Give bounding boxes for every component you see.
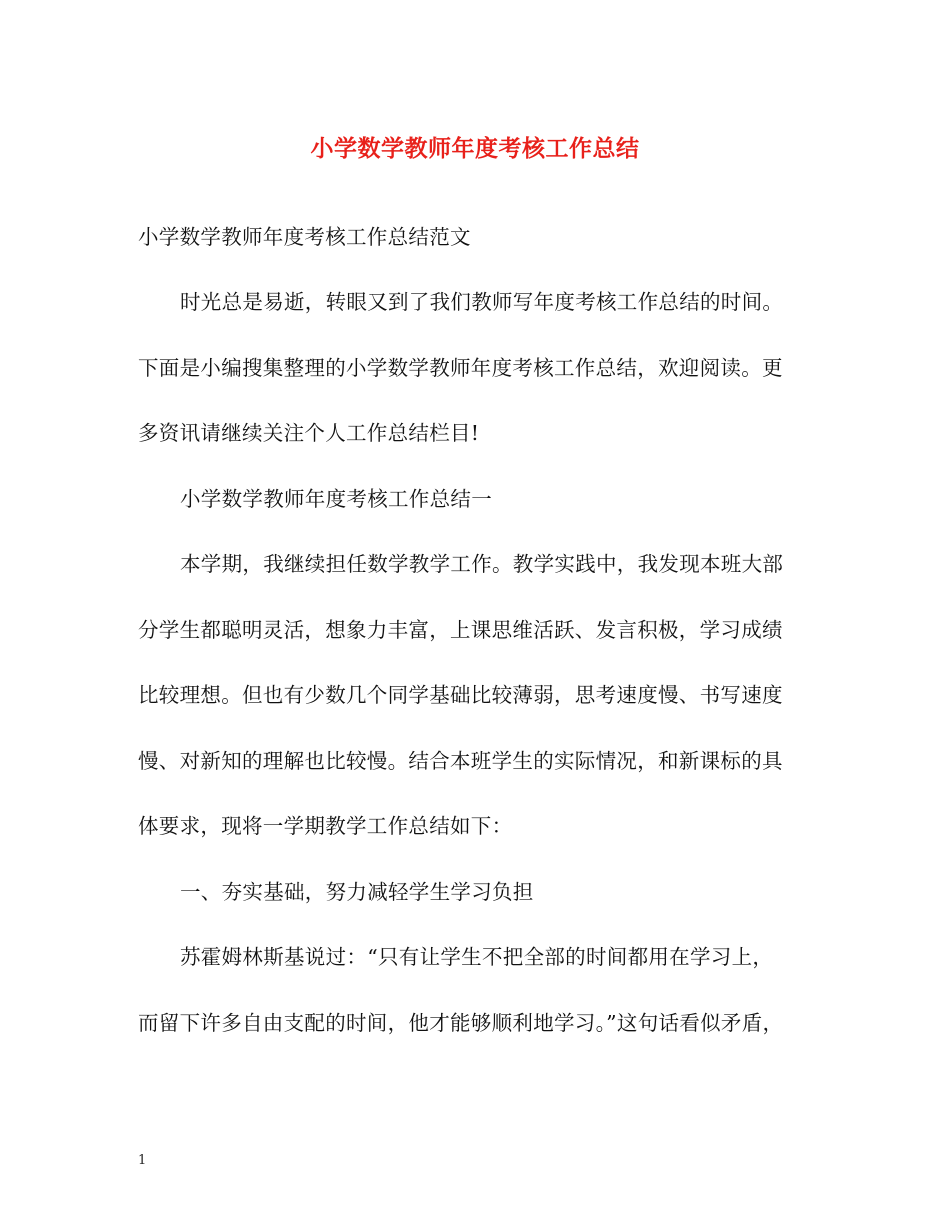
- paragraph-line: 多资讯请继续关注个人工作总结栏目!: [138, 421, 480, 445]
- paragraph-line: 苏霍姆林斯基说过：“只有让学生不把全部的时间都用在学习上，: [180, 945, 774, 969]
- section-heading-line: 一、夯实基础，努力减轻学生学习负担: [180, 880, 534, 904]
- section-heading-line: 小学数学教师年度考核工作总结一: [180, 487, 492, 511]
- paragraph-line: 分学生都聪明灵活，想象力丰富，上课思维活跃、发言积极，学习成绩: [138, 618, 783, 642]
- subtitle-line: 小学数学教师年度考核工作总结范文: [138, 225, 471, 249]
- paragraph-line: 本学期，我继续担任数学教学工作。教学实践中，我发现本班大部: [180, 552, 784, 576]
- paragraph-line: 比较理想。但也有少数几个同学基础比较薄弱，思考速度慢、书写速度: [138, 683, 783, 707]
- paragraph-line: 而留下许多自由支配的时间，他才能够顺利地学习。”这句话看似矛盾，: [138, 1011, 784, 1035]
- paragraph-line: 慢、对新知的理解也比较慢。结合本班学生的实际情况，和新课标的具: [138, 749, 783, 773]
- document-title: 小学数学教师年度考核工作总结: [310, 135, 640, 162]
- page-number: 1: [138, 1153, 147, 1168]
- paragraph-line: 下面是小编搜集整理的小学数学教师年度考核工作总结，欢迎阅读。更: [138, 356, 783, 380]
- paragraph-line: 时光总是易逝，转眼又到了我们教师写年度考核工作总结的时间。: [180, 290, 784, 314]
- paragraph-line: 体要求，现将一学期教学工作总结如下：: [138, 814, 513, 838]
